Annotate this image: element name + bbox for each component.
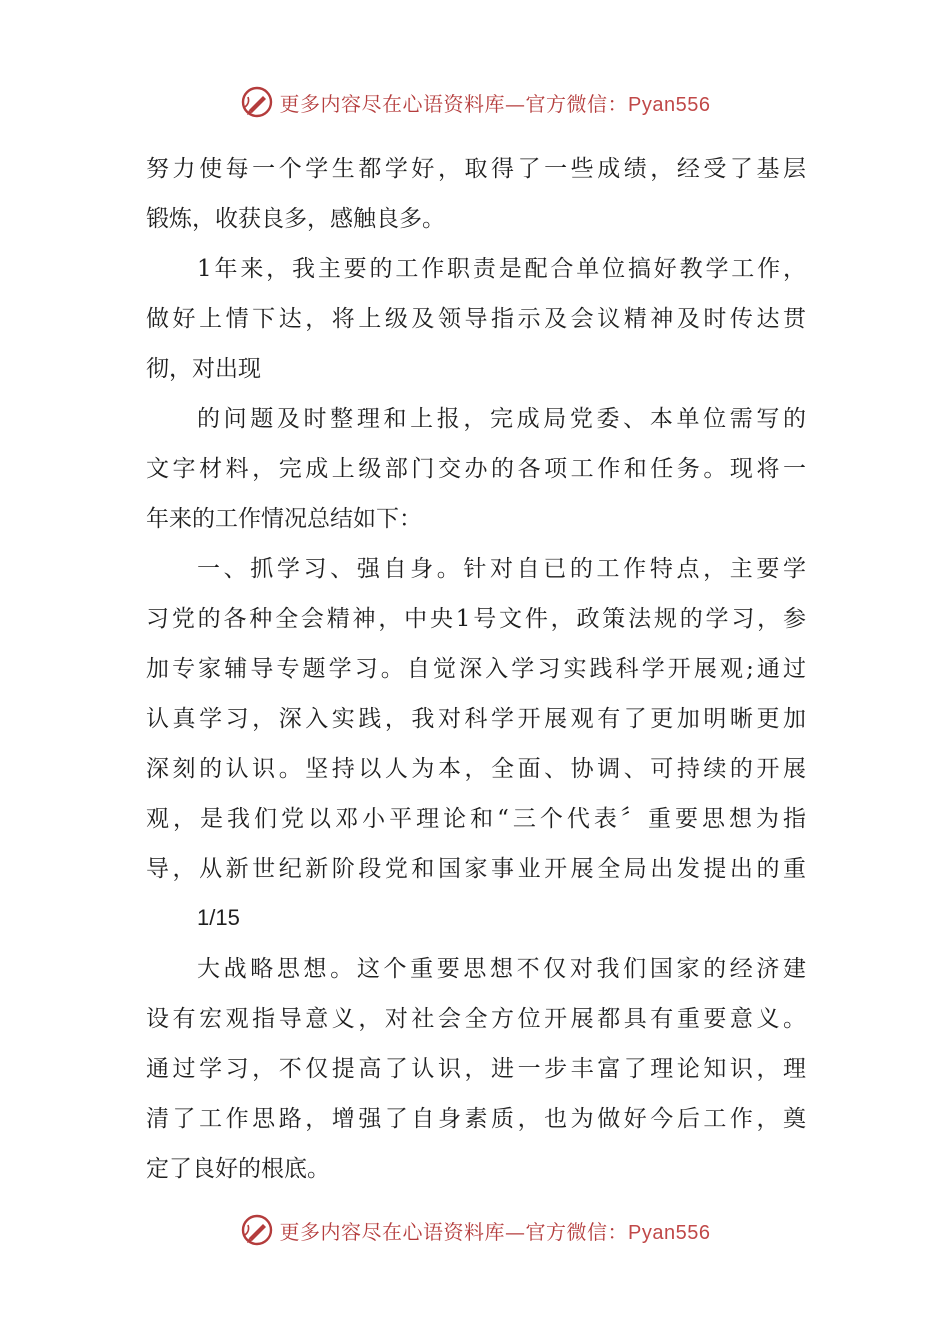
text-line-3: 1年来，我主要的工作职责是配合单位搞好教学工作， <box>197 256 806 282</box>
text-line-16: 大战略思想。这个重要思想不仅对我们国家的经济建 <box>197 956 806 982</box>
footer-banner-text <box>280 1216 711 1245</box>
text-line-4: 做好上情下达，将上级及领导指示及会议精神及时传达贯 <box>146 306 806 332</box>
text-line-17: 设有宏观指导意义，对社会全方位开展都具有重要意义。 <box>146 1006 806 1032</box>
text-line-13: 深刻的认识。坚持以人为本，全面、协调、可持续的开展 <box>146 756 806 782</box>
pen-logo-icon <box>240 1213 274 1247</box>
text-line-1: 努力使每一个学生都学好，取得了一些成绩，经受了基层 <box>146 156 806 182</box>
text-line-19: 清了工作思路，增强了自身素质，也为做好今后工作，奠 <box>146 1106 806 1132</box>
header-contact: Pyan556 <box>628 93 711 116</box>
text-line-15: 导，从新世纪新阶段党和国家事业开展全局出发提出的重 <box>146 856 806 882</box>
text-line-8: 年来的工作情况总结如下： <box>146 506 422 532</box>
page-number: 1/15 <box>197 905 240 930</box>
header-banner <box>0 82 950 122</box>
text-line-12: 认真学习，深入实践，我对科学开展观有了更加明晰更加 <box>146 706 806 732</box>
footer-banner <box>0 1210 950 1250</box>
text-line-14: 观，是我们党以邓小平理论和“三个代表〞重要思想为指 <box>146 806 806 832</box>
header-banner-label: 更多内容尽在心语资料库—官方微信： <box>279 91 629 116</box>
text-line-5: 彻，对出现 <box>146 356 261 382</box>
text-line-2: 锻炼，收获良多，感触良多。 <box>146 206 445 232</box>
header-banner-text <box>280 88 711 117</box>
text-line-20: 定了良好的根底。 <box>146 1156 330 1182</box>
text-line-11: 加专家辅导专题学习。自觉深入学习实践科学开展观;通过 <box>146 656 806 682</box>
text-line-18: 通过学习，不仅提高了认识，进一步丰富了理论知识，理 <box>146 1056 806 1082</box>
text-line-7: 文字材料，完成上级部门交办的各项工作和任务。现将一 <box>146 456 806 482</box>
text-line-10: 习党的各种全会精神，中央1号文件，政策法规的学习，参 <box>146 606 806 632</box>
text-line-6: 的问题及时整理和上报，完成局党委、本单位需写的 <box>197 406 806 432</box>
footer-banner-label: 更多内容尽在心语资料库—官方微信： <box>279 1219 629 1244</box>
text-line-9: 一、抓学习、强自身。针对自已的工作特点，主要学 <box>197 556 806 582</box>
footer-contact: Pyan556 <box>628 1221 711 1244</box>
pen-logo-icon <box>240 85 274 119</box>
